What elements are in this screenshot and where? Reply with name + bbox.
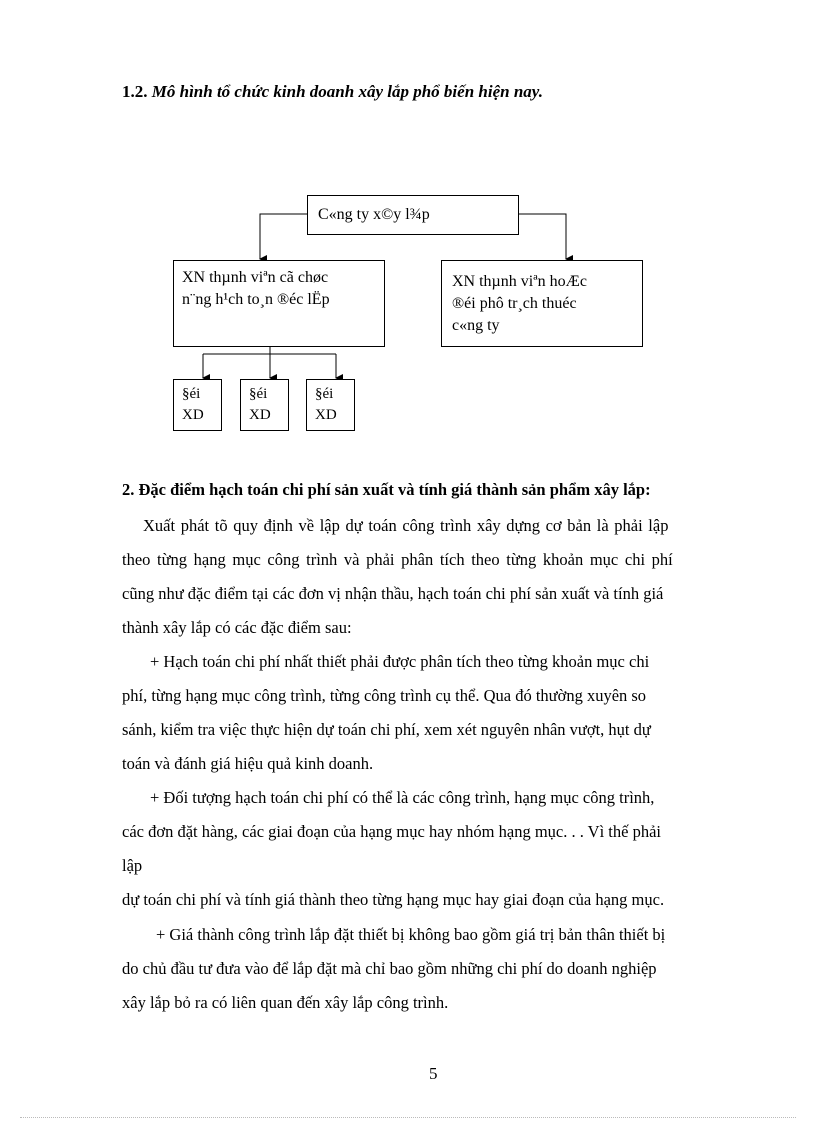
paragraph-line: + Hạch toán chi phí nhất thiết phải được phân tích theo từng khoản mục chi	[150, 652, 650, 671]
org-box-dependent-unit	[441, 260, 643, 347]
org-box-text: §éi	[249, 386, 268, 402]
paragraph-line: toán và đánh giá hiệu quả kinh doanh.	[122, 754, 374, 773]
org-box-text: c«ng ty	[452, 317, 500, 334]
paragraph-line: do chủ đầu tư đưa vào để lắp đặt mà chỉ bao gồm những chi phí do doanh nghiệp	[122, 959, 657, 978]
paragraph-line: sánh, kiểm tra việc thực hiện dự toán chi phí, xem xét nguyên nhân vượt, hụt dự	[122, 720, 651, 739]
section-heading-2: 2. Đặc điểm hạch toán chi phí sản xuất và tính giá thành sản phẩm xây lắp:	[122, 480, 651, 499]
paragraph-line: phí, từng hạng mục công trình, từng công trình cụ thể. Qua đó thường xuyên so	[122, 686, 647, 705]
org-box-text: n¨ng h¹ch to¸n ®éc lËp	[182, 291, 330, 308]
paragraph-line: lập	[122, 856, 143, 875]
org-box-company	[307, 195, 519, 235]
paragraph-line: Xuất phát tõ quy định về lập dự toán công trình xây dựng cơ bản là phải lập	[143, 516, 669, 535]
org-box-team-1	[173, 379, 222, 431]
page-number: 5	[429, 1064, 438, 1083]
org-box-text: §éi	[315, 386, 334, 402]
paragraph-line: + Giá thành công trình lắp đặt thiết bị không bao gồm giá trị bản thân thiết bị	[156, 925, 666, 944]
org-box-text: C«ng ty x©y l¾p	[318, 206, 430, 223]
section-number: 1.2.	[122, 82, 148, 101]
section-title: Mô hình tổ chức kinh doanh xây lắp phổ biến hiện nay.	[151, 82, 543, 101]
org-box-independent-unit	[173, 260, 385, 347]
org-box-text: XD	[182, 407, 204, 423]
org-box-text: XD	[315, 407, 337, 423]
paragraph-line: theo từng hạng mục công trình và phải phân tích theo từng khoản mục chi phí	[122, 550, 673, 569]
connector-root-left	[260, 214, 307, 259]
connector-root-right	[519, 214, 566, 259]
paragraph-line: xây lắp bỏ ra có liên quan đến xây lắp công trình.	[122, 993, 449, 1012]
org-box-text: XD	[249, 407, 271, 423]
org-box-team-2	[240, 379, 289, 431]
org-box-text: XN thµnh viªn hoÆc	[452, 273, 587, 290]
paragraph-line: cũng như đặc điểm tại các đơn vị nhận thầu, hạch toán chi phí sản xuất và tính giá	[122, 584, 664, 603]
paragraph-line: dự toán chi phí và tính giá thành theo từng hạng mục hay giai đoạn của hạng mục.	[122, 890, 665, 909]
paragraph-line: thành xây lắp có các đặc điểm sau:	[122, 618, 352, 637]
org-box-text: §éi	[182, 386, 201, 402]
paragraph-line: các đơn đặt hàng, các giai đoạn của hạng mục hay nhóm hạng mục. . . Vì thế phải	[122, 822, 661, 841]
org-box-team-3	[306, 379, 355, 431]
org-box-text: ®éi phô tr¸ch thuéc	[452, 295, 577, 312]
page-footer-divider	[20, 1117, 796, 1118]
paragraph-line: + Đối tượng hạch toán chi phí có thể là các công trình, hạng mục công trình,	[150, 788, 655, 807]
org-box-text: XN thµnh viªn cã chøc	[182, 269, 329, 286]
